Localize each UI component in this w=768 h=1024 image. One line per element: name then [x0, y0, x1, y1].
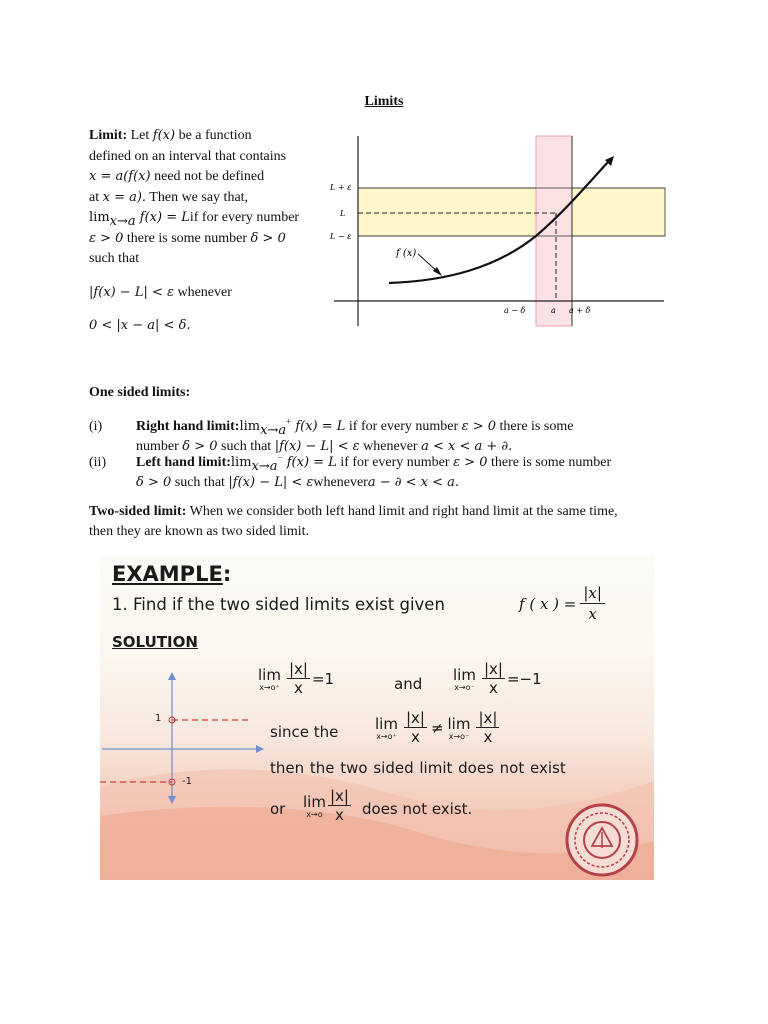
left-limit-result: lim x→o⁻ $\frac{|x|}{x}$ =−1: [453, 660, 542, 697]
page-title: Limits: [364, 94, 404, 109]
item-number: (ii): [89, 455, 107, 470]
two-sided-definition: Two-sided limit: When we consider both left hand limit and right hand limit at the same time, then they are known as two sided limit.: [89, 504, 618, 539]
x-label-left: a − δ: [504, 306, 526, 315]
function-formula: f ( x ) = $\frac{|x|}{x}$: [519, 583, 605, 624]
x-label-mid: a: [551, 306, 556, 315]
institution-seal-icon: [564, 802, 640, 878]
dne-text: does not exist.: [362, 800, 473, 818]
left-hand-limit: (ii) Left hand $limit:\lim_{x\to a}^-$ f(x) = L if for every number ε > 0 there is some number δ > 0 such that |f(x) − L| < εwhenevera − ∂ < x < a.: [89, 452, 612, 490]
right-limit-result: lim x→o⁺ $\frac{|x|}{x}$ =1: [258, 660, 335, 697]
zero-limit: lim x→o |x| x: [303, 787, 349, 824]
y-label-lower: L − ε: [330, 232, 352, 241]
item-number: (i): [89, 419, 103, 434]
y-tick-positive: 1: [155, 713, 162, 724]
right-hand-limit: (i) Right hand $limit:\lim_{x\to a}^+$ f(x) = L if for every number ε > 0 there is some number δ > 0 such that |f(x) − L| < ε whenever a < x < a + ∂.: [89, 416, 574, 454]
limit-definition: Limit: Let f(x) be a function defined on an interval that contains x = a(f(x) need not be defined at x = a). Then we say that, $\lim_{x\to a} f(x)$ = Lif for every number ε > 0 there is some number δ > 0 such that |f(x) − L| < ε whenever 0 < |x − a| < δ.: [89, 128, 300, 333]
example-problem: 1. Find if the two sided limits exist given: [112, 595, 445, 614]
limits-not-equal: lim x→o⁺ |x| x ≠ lim x→o⁻ |x| x: [375, 709, 498, 746]
since-text: since the: [270, 723, 339, 741]
y-tick-negative: -1: [182, 776, 192, 787]
example-slide: EXAMPLE: 1. Find if the two sided limits exist given f ( x ) = $\frac{|x|}{x}$ SOLUTION lim x→o⁺ $\frac{|x|}{x}$ =1 and lim x→o⁻ $\frac{|x|}{x}$ =−1 since the lim x→o⁺ |x| x ≠ lim x→o⁻ |x| x then the two sided limit does not exist or lim x→o |x| x does not exist. 1 -1: [100, 556, 654, 880]
epsilon-delta-graph: [326, 118, 672, 330]
solution-heading: SOLUTION: [112, 633, 198, 651]
or-text: or: [270, 800, 286, 818]
y-label-mid: L: [340, 209, 346, 218]
y-label-upper: L + ε: [330, 183, 352, 192]
one-sided-heading: One sided limits:: [89, 385, 191, 400]
epsilon-band: [358, 188, 665, 236]
curve-label: f (x): [396, 248, 417, 259]
example-heading: EXAMPLE: [112, 562, 223, 586]
definition-lead: Limit:: [89, 128, 128, 143]
x-label-right: a + δ: [569, 306, 591, 315]
and-text: and: [394, 675, 423, 693]
then-text: then the two sided limit does not exist: [270, 759, 566, 777]
